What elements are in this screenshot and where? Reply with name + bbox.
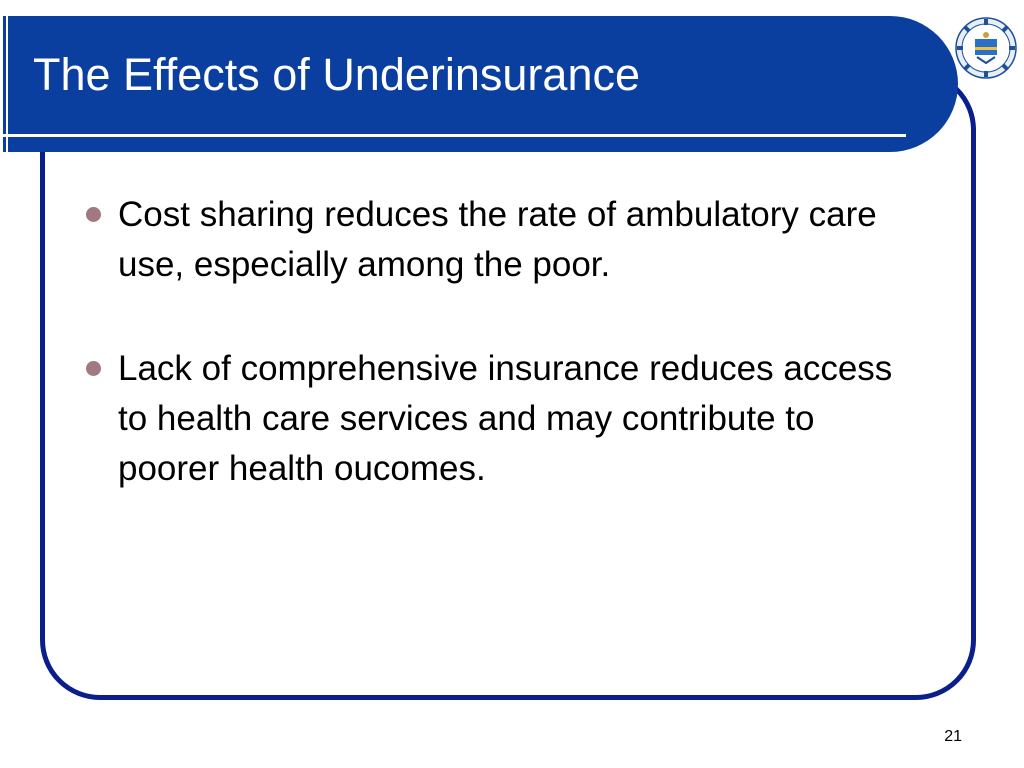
title-underline: [0, 134, 906, 137]
bullet-text: Lack of comprehensive insurance reduces access to health care services and may contribute to poorer health oucomes.: [118, 349, 893, 488]
bullet-icon: [86, 361, 101, 376]
bullet-list: [84, 190, 914, 548]
title-bar-rule: [0, 16, 3, 152]
title-bar-rule: [6, 16, 8, 152]
list-item: [84, 344, 914, 494]
university-seal-icon: [955, 17, 1017, 79]
bullet-text: Cost sharing reduces the rate of ambulatory care use, especially among the poor.: [118, 195, 877, 284]
slide-title: The Effects of Underinsurance: [33, 49, 640, 100]
page-number: 21: [944, 728, 962, 745]
list-item: [84, 190, 914, 290]
bullet-icon: [86, 207, 101, 222]
